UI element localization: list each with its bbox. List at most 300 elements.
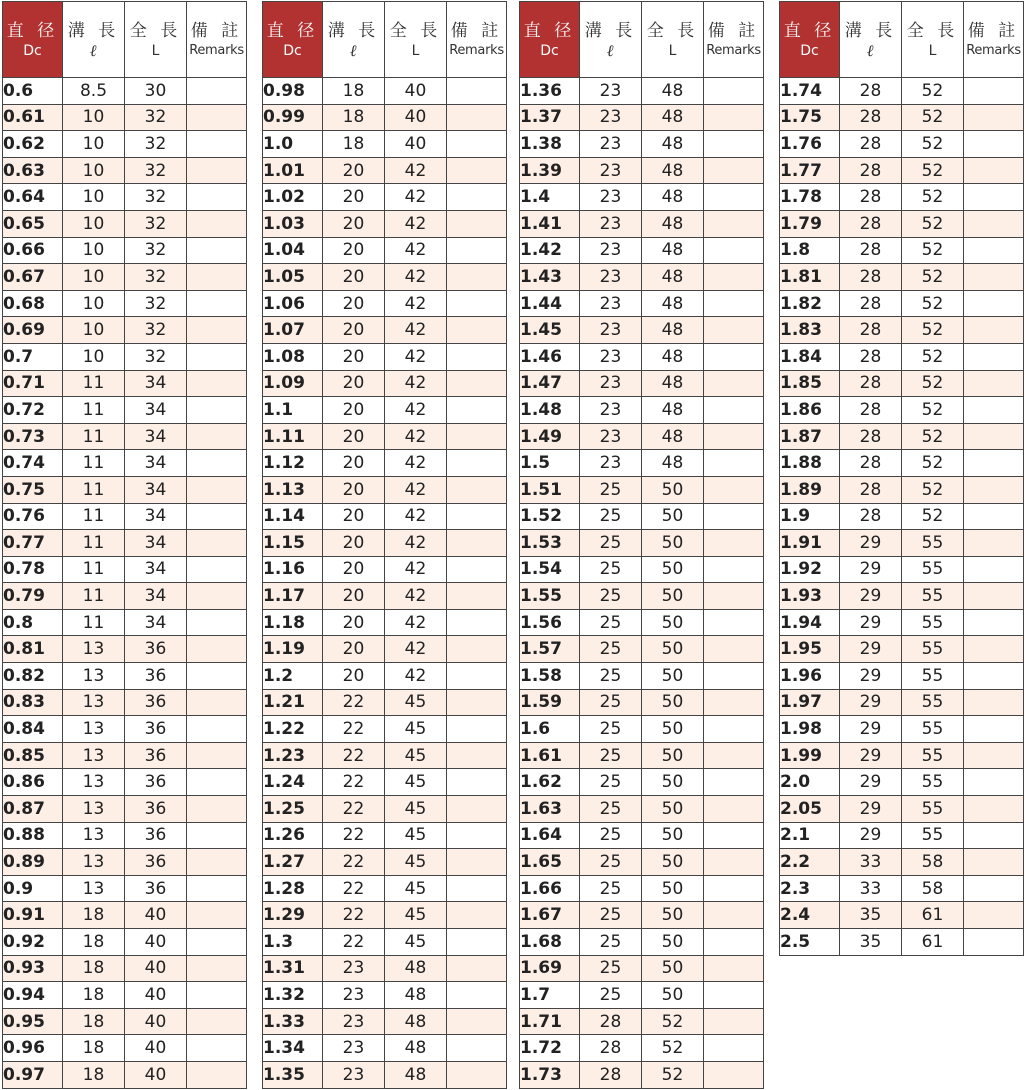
table-row <box>520 822 764 849</box>
diameter-cell: 2.05 <box>780 796 840 823</box>
table-row <box>263 290 507 317</box>
flute-length-cell: 28 <box>840 370 902 397</box>
overall-length-cell: 48 <box>642 131 704 158</box>
overall-length-cell: 50 <box>642 849 704 876</box>
diameter-cell: 1.34 <box>263 1035 323 1062</box>
header-flute-length <box>580 2 642 78</box>
diameter-cell: 1.05 <box>263 264 323 291</box>
diameter-cell: 1.2 <box>263 663 323 690</box>
table-row <box>780 78 1024 105</box>
diameter-cell: 1.44 <box>520 290 580 317</box>
diameter-cell: 1.39 <box>520 157 580 184</box>
flute-length-cell: 13 <box>63 769 125 796</box>
diameter-cell: 1.56 <box>520 609 580 636</box>
flute-length-cell: 13 <box>63 742 125 769</box>
flute-length-cell: 10 <box>63 184 125 211</box>
header-row <box>3 2 247 78</box>
overall-length-cell: 42 <box>385 663 447 690</box>
table-row <box>520 849 764 876</box>
overall-length-cell: 42 <box>385 609 447 636</box>
flute-length-cell: 11 <box>63 503 125 530</box>
overall-length-cell: 32 <box>125 237 187 264</box>
header-overall-length-en: L <box>928 42 937 59</box>
flute-length-cell: 23 <box>580 423 642 450</box>
table-row <box>3 184 247 211</box>
diameter-cell: 0.71 <box>3 370 63 397</box>
flute-length-cell: 10 <box>63 290 125 317</box>
diameter-cell: 1.43 <box>520 264 580 291</box>
diameter-cell: 1.88 <box>780 450 840 477</box>
diameter-cell: 1.57 <box>520 636 580 663</box>
flute-length-cell: 25 <box>580 663 642 690</box>
diameter-cell: 1.13 <box>263 476 323 503</box>
remarks-cell <box>447 476 507 503</box>
table-row <box>263 423 507 450</box>
header-remarks <box>447 2 507 78</box>
overall-length-cell: 42 <box>385 290 447 317</box>
remarks-cell <box>187 929 247 956</box>
flute-length-cell: 23 <box>580 370 642 397</box>
remarks-cell <box>447 689 507 716</box>
table-row <box>520 503 764 530</box>
remarks-cell <box>187 875 247 902</box>
table-row <box>263 556 507 583</box>
header-remarks-en: Remarks <box>449 42 504 58</box>
header-overall-length <box>385 2 447 78</box>
diameter-cell: 1.37 <box>520 104 580 131</box>
remarks-cell <box>704 663 764 690</box>
diameter-cell: 1.89 <box>780 476 840 503</box>
overall-length-cell: 52 <box>902 397 964 424</box>
table-row <box>263 210 507 237</box>
flute-length-cell: 20 <box>323 397 385 424</box>
overall-length-cell: 32 <box>125 157 187 184</box>
table-row <box>780 849 1024 876</box>
flute-length-cell: 20 <box>323 157 385 184</box>
diameter-cell: 1.59 <box>520 689 580 716</box>
remarks-cell <box>447 131 507 158</box>
overall-length-cell: 34 <box>125 423 187 450</box>
overall-length-cell: 40 <box>125 929 187 956</box>
diameter-cell: 1.24 <box>263 769 323 796</box>
diameter-cell: 0.81 <box>3 636 63 663</box>
flute-length-cell: 18 <box>323 131 385 158</box>
remarks-cell <box>187 317 247 344</box>
diameter-cell: 1.65 <box>520 849 580 876</box>
flute-length-cell: 13 <box>63 875 125 902</box>
remarks-cell <box>704 503 764 530</box>
overall-length-cell: 32 <box>125 184 187 211</box>
header-flute-length <box>840 2 902 78</box>
overall-length-cell: 52 <box>902 423 964 450</box>
overall-length-cell: 48 <box>385 982 447 1009</box>
remarks-cell <box>964 370 1024 397</box>
remarks-cell <box>704 955 764 982</box>
table-row <box>3 264 247 291</box>
flute-length-cell: 11 <box>63 609 125 636</box>
flute-length-cell: 23 <box>580 237 642 264</box>
remarks-cell <box>187 556 247 583</box>
overall-length-cell: 34 <box>125 450 187 477</box>
diameter-cell: 1.55 <box>520 583 580 610</box>
remarks-cell <box>447 929 507 956</box>
diameter-cell: 1.31 <box>263 955 323 982</box>
remarks-cell <box>447 104 507 131</box>
table-row <box>263 237 507 264</box>
flute-length-cell: 28 <box>840 317 902 344</box>
table-row <box>780 875 1024 902</box>
overall-length-cell: 36 <box>125 689 187 716</box>
overall-length-cell: 52 <box>902 503 964 530</box>
diameter-cell: 1.1 <box>263 397 323 424</box>
overall-length-cell: 52 <box>642 1035 704 1062</box>
flute-length-cell: 20 <box>323 210 385 237</box>
remarks-cell <box>187 104 247 131</box>
table-row <box>520 1035 764 1062</box>
overall-length-cell: 50 <box>642 609 704 636</box>
table-row <box>780 822 1024 849</box>
flute-length-cell: 22 <box>323 849 385 876</box>
table-row <box>3 237 247 264</box>
table-row <box>520 317 764 344</box>
overall-length-cell: 40 <box>125 1035 187 1062</box>
diameter-cell: 0.75 <box>3 476 63 503</box>
flute-length-cell: 28 <box>580 1035 642 1062</box>
diameter-cell: 1.51 <box>520 476 580 503</box>
overall-length-cell: 34 <box>125 583 187 610</box>
diameter-cell: 1.94 <box>780 609 840 636</box>
diameter-cell: 1.78 <box>780 184 840 211</box>
flute-length-cell: 29 <box>840 530 902 557</box>
remarks-cell <box>447 237 507 264</box>
flute-length-cell: 23 <box>580 317 642 344</box>
diameter-cell: 0.96 <box>3 1035 63 1062</box>
table-row <box>263 689 507 716</box>
overall-length-cell: 34 <box>125 370 187 397</box>
flute-length-cell: 23 <box>323 1061 385 1088</box>
overall-length-cell: 52 <box>642 1061 704 1088</box>
diameter-cell: 0.99 <box>263 104 323 131</box>
table-row <box>3 982 247 1009</box>
table-row <box>263 397 507 424</box>
overall-length-cell: 42 <box>385 343 447 370</box>
remarks-cell <box>704 636 764 663</box>
table-row <box>263 1061 507 1088</box>
overall-length-cell: 52 <box>902 264 964 291</box>
overall-length-cell: 34 <box>125 476 187 503</box>
remarks-cell <box>187 397 247 424</box>
diameter-cell: 1.46 <box>520 343 580 370</box>
diameter-cell: 0.87 <box>3 796 63 823</box>
remarks-cell <box>964 902 1024 929</box>
diameter-cell: 0.97 <box>3 1061 63 1088</box>
header-remarks-jp: 備 註 <box>450 20 503 41</box>
diameter-cell: 1.91 <box>780 530 840 557</box>
flute-length-cell: 10 <box>63 237 125 264</box>
table-row <box>520 184 764 211</box>
table-row <box>780 290 1024 317</box>
flute-length-cell: 28 <box>840 104 902 131</box>
overall-length-cell: 32 <box>125 210 187 237</box>
remarks-cell <box>704 769 764 796</box>
diameter-cell: 1.5 <box>520 450 580 477</box>
table-row <box>3 1061 247 1088</box>
remarks-cell <box>704 902 764 929</box>
overall-length-cell: 48 <box>642 237 704 264</box>
flute-length-cell: 18 <box>63 929 125 956</box>
flute-length-cell: 18 <box>63 1061 125 1088</box>
flute-length-cell: 22 <box>323 902 385 929</box>
remarks-cell <box>964 78 1024 105</box>
overall-length-cell: 50 <box>642 769 704 796</box>
overall-length-cell: 36 <box>125 663 187 690</box>
remarks-cell <box>964 663 1024 690</box>
flute-length-cell: 11 <box>63 583 125 610</box>
remarks-cell <box>187 184 247 211</box>
table-row <box>520 769 764 796</box>
diameter-cell: 0.93 <box>3 955 63 982</box>
header-overall-length-jp: 全 長 <box>906 20 959 41</box>
flute-length-cell: 20 <box>323 636 385 663</box>
table-row <box>3 210 247 237</box>
overall-length-cell: 40 <box>125 1061 187 1088</box>
flute-length-cell: 29 <box>840 556 902 583</box>
table-row <box>520 423 764 450</box>
flute-length-cell: 11 <box>63 530 125 557</box>
flute-length-cell: 20 <box>323 184 385 211</box>
header-flute-length-en: ℓ <box>607 40 614 60</box>
diameter-cell: 0.9 <box>3 875 63 902</box>
overall-length-cell: 48 <box>642 104 704 131</box>
table-row <box>263 716 507 743</box>
remarks-cell <box>704 530 764 557</box>
flute-length-cell: 18 <box>63 902 125 929</box>
overall-length-cell: 48 <box>642 450 704 477</box>
flute-length-cell: 28 <box>840 78 902 105</box>
overall-length-cell: 36 <box>125 822 187 849</box>
table-row <box>3 476 247 503</box>
diameter-cell: 1.04 <box>263 237 323 264</box>
flute-length-cell: 25 <box>580 689 642 716</box>
diameter-cell: 1.47 <box>520 370 580 397</box>
table-row <box>520 1008 764 1035</box>
diameter-cell: 1.09 <box>263 370 323 397</box>
flute-length-cell: 29 <box>840 636 902 663</box>
flute-length-cell: 13 <box>63 716 125 743</box>
flute-length-cell: 28 <box>840 343 902 370</box>
flute-length-cell: 25 <box>580 530 642 557</box>
remarks-cell <box>704 104 764 131</box>
overall-length-cell: 45 <box>385 689 447 716</box>
table-row <box>3 530 247 557</box>
header-diameter-jp: 直 径 <box>6 20 59 41</box>
remarks-cell <box>704 556 764 583</box>
header-flute-length-en: ℓ <box>867 40 874 60</box>
overall-length-cell: 50 <box>642 530 704 557</box>
overall-length-cell: 36 <box>125 636 187 663</box>
table-row <box>780 742 1024 769</box>
overall-length-cell: 48 <box>642 157 704 184</box>
table-row <box>520 450 764 477</box>
diameter-cell: 1.69 <box>520 955 580 982</box>
diameter-cell: 1.4 <box>520 184 580 211</box>
overall-length-cell: 48 <box>642 317 704 344</box>
diameter-cell: 0.88 <box>3 822 63 849</box>
overall-length-cell: 36 <box>125 875 187 902</box>
flute-length-cell: 22 <box>323 796 385 823</box>
remarks-cell <box>187 822 247 849</box>
overall-length-cell: 48 <box>642 210 704 237</box>
table-row <box>520 476 764 503</box>
table-row <box>780 556 1024 583</box>
diameter-cell: 0.78 <box>3 556 63 583</box>
flute-length-cell: 13 <box>63 796 125 823</box>
overall-length-cell: 40 <box>125 982 187 1009</box>
flute-length-cell: 11 <box>63 450 125 477</box>
overall-length-cell: 52 <box>902 290 964 317</box>
diameter-cell: 1.23 <box>263 742 323 769</box>
diameter-cell: 1.19 <box>263 636 323 663</box>
table-row <box>3 583 247 610</box>
remarks-cell <box>187 157 247 184</box>
remarks-cell <box>187 370 247 397</box>
diameter-cell: 1.67 <box>520 902 580 929</box>
overall-length-cell: 52 <box>642 1008 704 1035</box>
remarks-cell <box>964 157 1024 184</box>
flute-length-cell: 20 <box>323 530 385 557</box>
overall-length-cell: 55 <box>902 769 964 796</box>
header-remarks <box>964 2 1024 78</box>
remarks-cell <box>704 397 764 424</box>
table-row <box>780 397 1024 424</box>
flute-length-cell: 23 <box>580 184 642 211</box>
remarks-cell <box>187 609 247 636</box>
table-row <box>263 742 507 769</box>
table-row <box>780 264 1024 291</box>
overall-length-cell: 55 <box>902 822 964 849</box>
header-remarks-jp: 備 註 <box>190 20 243 41</box>
overall-length-cell: 52 <box>902 157 964 184</box>
overall-length-cell: 42 <box>385 503 447 530</box>
header-flute-length-en: ℓ <box>350 40 357 60</box>
flute-length-cell: 23 <box>323 1008 385 1035</box>
header-remarks-jp: 備 註 <box>967 20 1020 41</box>
remarks-cell <box>187 742 247 769</box>
remarks-cell <box>704 476 764 503</box>
overall-length-cell: 55 <box>902 796 964 823</box>
remarks-cell <box>704 450 764 477</box>
remarks-cell <box>447 397 507 424</box>
header-flute-length-jp: 溝 長 <box>584 20 637 41</box>
table-row <box>3 929 247 956</box>
flute-length-cell: 35 <box>840 902 902 929</box>
flute-length-cell: 23 <box>580 264 642 291</box>
diameter-cell: 0.61 <box>3 104 63 131</box>
header-flute-length <box>323 2 385 78</box>
diameter-cell: 1.26 <box>263 822 323 849</box>
diameter-cell: 1.66 <box>520 875 580 902</box>
table-row <box>3 78 247 105</box>
overall-length-cell: 52 <box>902 476 964 503</box>
overall-length-cell: 52 <box>902 78 964 105</box>
overall-length-cell: 32 <box>125 104 187 131</box>
overall-length-cell: 50 <box>642 636 704 663</box>
remarks-cell <box>964 556 1024 583</box>
table-row <box>520 1061 764 1088</box>
flute-length-cell: 28 <box>840 423 902 450</box>
remarks-cell <box>187 131 247 158</box>
overall-length-cell: 42 <box>385 556 447 583</box>
overall-length-cell: 42 <box>385 264 447 291</box>
table-row <box>3 290 247 317</box>
diameter-cell: 1.97 <box>780 689 840 716</box>
remarks-cell <box>964 343 1024 370</box>
overall-length-cell: 34 <box>125 530 187 557</box>
table-row <box>263 157 507 184</box>
overall-length-cell: 50 <box>642 875 704 902</box>
spec-table-1 <box>2 1 247 1089</box>
diameter-cell: 1.93 <box>780 583 840 610</box>
table-row <box>263 317 507 344</box>
flute-length-cell: 13 <box>63 689 125 716</box>
diameter-cell: 1.01 <box>263 157 323 184</box>
table-row <box>263 875 507 902</box>
remarks-cell <box>704 264 764 291</box>
flute-length-cell: 29 <box>840 583 902 610</box>
flute-length-cell: 25 <box>580 742 642 769</box>
table-row <box>780 131 1024 158</box>
header-overall-length-en: L <box>151 42 160 59</box>
remarks-cell <box>704 210 764 237</box>
overall-length-cell: 45 <box>385 742 447 769</box>
table-row <box>263 796 507 823</box>
flute-length-cell: 33 <box>840 875 902 902</box>
overall-length-cell: 55 <box>902 530 964 557</box>
table-row <box>520 663 764 690</box>
remarks-cell <box>704 131 764 158</box>
diameter-cell: 1.85 <box>780 370 840 397</box>
flute-length-cell: 28 <box>580 1061 642 1088</box>
flute-length-cell: 22 <box>323 716 385 743</box>
diameter-cell: 1.32 <box>263 982 323 1009</box>
remarks-cell <box>447 290 507 317</box>
header-overall-length <box>642 2 704 78</box>
header-overall-length-jp: 全 長 <box>646 20 699 41</box>
header-flute-length-en: ℓ <box>90 40 97 60</box>
remarks-cell <box>704 849 764 876</box>
remarks-cell <box>964 317 1024 344</box>
remarks-cell <box>704 237 764 264</box>
table-row <box>3 343 247 370</box>
flute-length-cell: 25 <box>580 716 642 743</box>
overall-length-cell: 32 <box>125 343 187 370</box>
table-row <box>263 450 507 477</box>
overall-length-cell: 42 <box>385 636 447 663</box>
overall-length-cell: 58 <box>902 875 964 902</box>
diameter-cell: 1.79 <box>780 210 840 237</box>
table-row <box>520 636 764 663</box>
overall-length-cell: 42 <box>385 157 447 184</box>
remarks-cell <box>964 875 1024 902</box>
remarks-cell <box>187 1061 247 1088</box>
table-row <box>780 609 1024 636</box>
overall-length-cell: 50 <box>642 742 704 769</box>
table-row <box>263 982 507 1009</box>
overall-length-cell: 40 <box>385 131 447 158</box>
flute-length-cell: 10 <box>63 157 125 184</box>
remarks-cell <box>187 343 247 370</box>
flute-length-cell: 28 <box>840 397 902 424</box>
